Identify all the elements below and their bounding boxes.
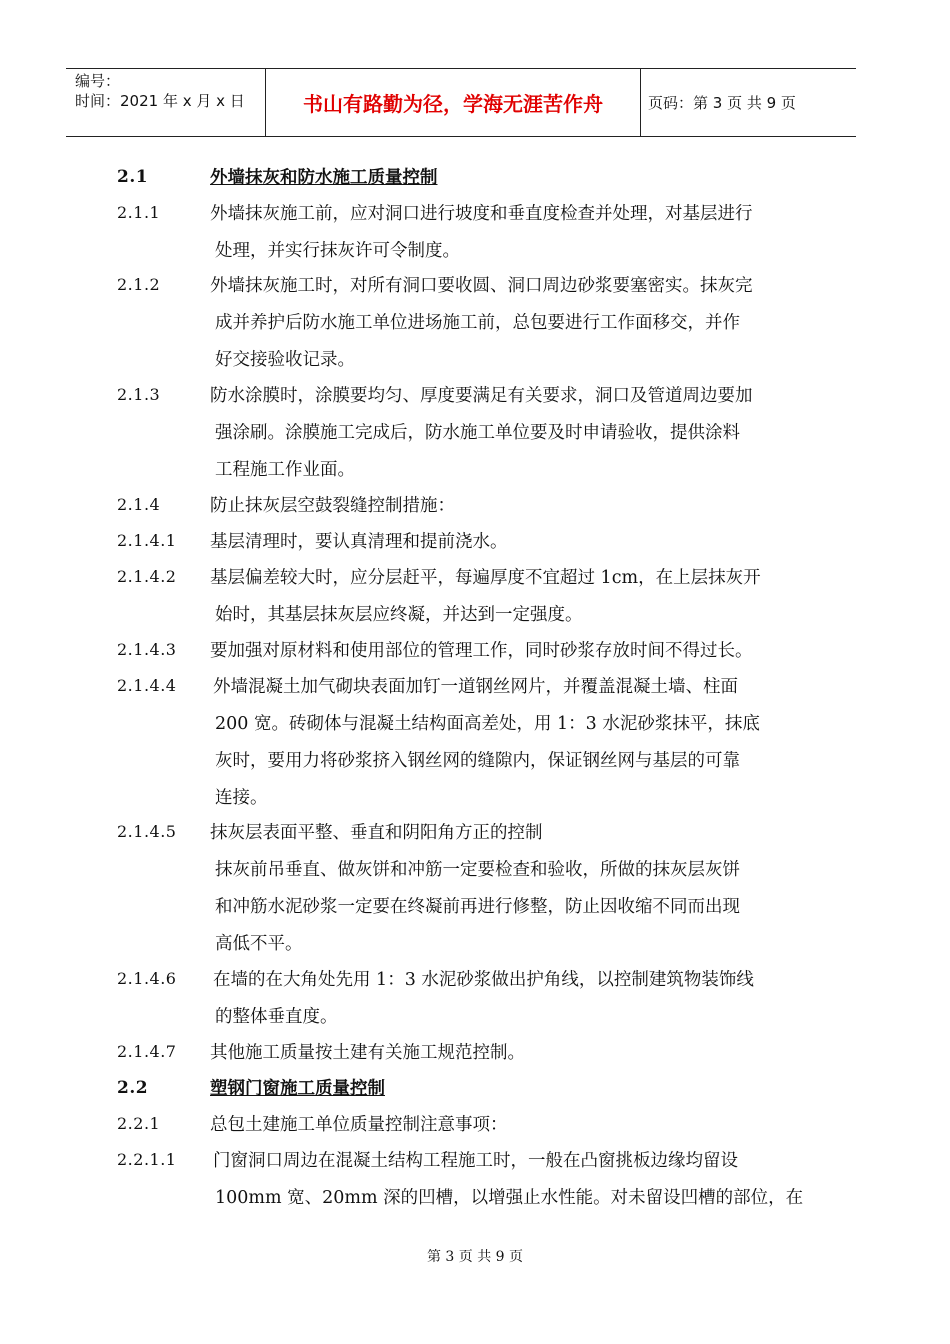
section-number: 2.1.1	[117, 203, 161, 222]
section-title: 外墙抹灰和防水施工质量控制	[210, 168, 438, 188]
header-divider	[640, 69, 641, 136]
section-number: 2.1.4.7	[117, 1042, 177, 1061]
section-text-line: 要加强对原材料和使用部位的管理工作，同时砂浆存放时间不得过长。	[210, 641, 753, 661]
section-text-line: 处理，并实行抹灰许可令制度。	[215, 241, 460, 261]
page-header	[66, 68, 856, 137]
section-text-line: 的整体垂直度。	[215, 1007, 338, 1027]
section-text-line: 和冲筋水泥砂浆一定要在终凝前再进行修整，防止因收缩不同而出现	[215, 897, 740, 917]
header-page-label: 页码：第 3 页 共 9 页	[648, 94, 796, 112]
section-text-line: 成并养护后防水施工单位进场施工前，总包要进行工作面移交，并作	[215, 313, 740, 333]
time-label: 时间：2021 年 x 月 x 日	[75, 92, 245, 110]
header-meta	[75, 71, 245, 111]
section-text-line: 好交接验收记录。	[215, 350, 355, 370]
section-text-line: 防水涂膜时，涂膜要均匀、厚度要满足有关要求，洞口及管道周边要加	[210, 386, 753, 406]
section-number: 2.2.1.1	[117, 1150, 177, 1169]
section-number: 2.1.3	[117, 385, 161, 404]
section-text-line: 高低不平。	[215, 934, 303, 954]
section-number: 2.1.4.5	[117, 822, 177, 841]
page-footer: 第 3 页 共 9 页	[426, 1249, 524, 1265]
section-number: 2.1.4.6	[117, 969, 177, 988]
section-text-line: 抹灰前吊垂直、做灰饼和冲筋一定要检查和验收，所做的抹灰层灰饼	[215, 860, 740, 880]
section-text-line: 抹灰层表面平整、垂直和阴阳角方正的控制	[210, 823, 543, 843]
section-number: 2.1.4.1	[117, 531, 177, 550]
header-motto: 书山有路勤为径，学海无涯苦作舟	[303, 92, 603, 116]
section-text-line: 200 宽。砖砌体与混凝土结构面高差处，用 1：3 水泥砂浆抹平，抹底	[215, 714, 760, 734]
section-text-line: 总包土建施工单位质量控制注意事项：	[210, 1115, 508, 1135]
section-text-line: 外墙抹灰施工时，对所有洞口要收圆、洞口周边砂浆要塞密实。抹灰完	[210, 276, 753, 296]
section-text-line: 外墙混凝土加气砌块表面加钉一道钢丝网片，并覆盖混凝土墙、柱面	[213, 677, 738, 697]
section-text-line: 外墙抹灰施工前，应对洞口进行坡度和垂直度检查并处理，对基层进行	[210, 204, 753, 224]
section-number: 2.1.2	[117, 275, 161, 294]
section-text-line: 基层偏差较大时，应分层赶平，每遍厚度不宜超过 1cm，在上层抹灰开	[210, 568, 761, 588]
section-number: 2.1.4.3	[117, 640, 177, 659]
section-text-line: 基层清理时，要认真清理和提前浇水。	[210, 532, 508, 552]
section-text-line: 灰时，要用力将砂浆挤入钢丝网的缝隙内，保证钢丝网与基层的可靠	[215, 751, 740, 771]
section-text-line: 其他施工质量按土建有关施工规范控制。	[210, 1043, 525, 1063]
section-number: 2.1.4	[117, 495, 161, 514]
section-text-line: 门窗洞口周边在混凝土结构工程施工时，一般在凸窗挑板边缘均留设	[213, 1151, 738, 1171]
section-text-line: 始时，其基层抹灰层应终凝，并达到一定强度。	[215, 605, 583, 625]
section-text-line: 工程施工作业面。	[215, 460, 355, 480]
section-number: 2.1	[117, 167, 149, 187]
section-number: 2.2	[117, 1078, 149, 1098]
section-number: 2.1.4.4	[117, 676, 177, 695]
section-text-line: 100mm 宽、20mm 深的凹槽，以增强止水性能。对未留设凹槽的部位，在	[215, 1188, 804, 1208]
section-text-line: 强涂刷。涂膜施工完成后，防水施工单位要及时申请验收，提供涂料	[215, 423, 740, 443]
section-number: 2.2.1	[117, 1114, 161, 1133]
code-label: 编号：	[75, 72, 121, 90]
section-text-line: 在墙的在大角处先用 1：3 水泥砂浆做出护角线，以控制建筑物装饰线	[213, 970, 754, 990]
section-text-line: 防止抹灰层空鼓裂缝控制措施：	[210, 496, 455, 516]
section-number: 2.1.4.2	[117, 567, 177, 586]
section-text-line: 连接。	[215, 788, 268, 808]
section-title: 塑钢门窗施工质量控制	[210, 1079, 385, 1099]
